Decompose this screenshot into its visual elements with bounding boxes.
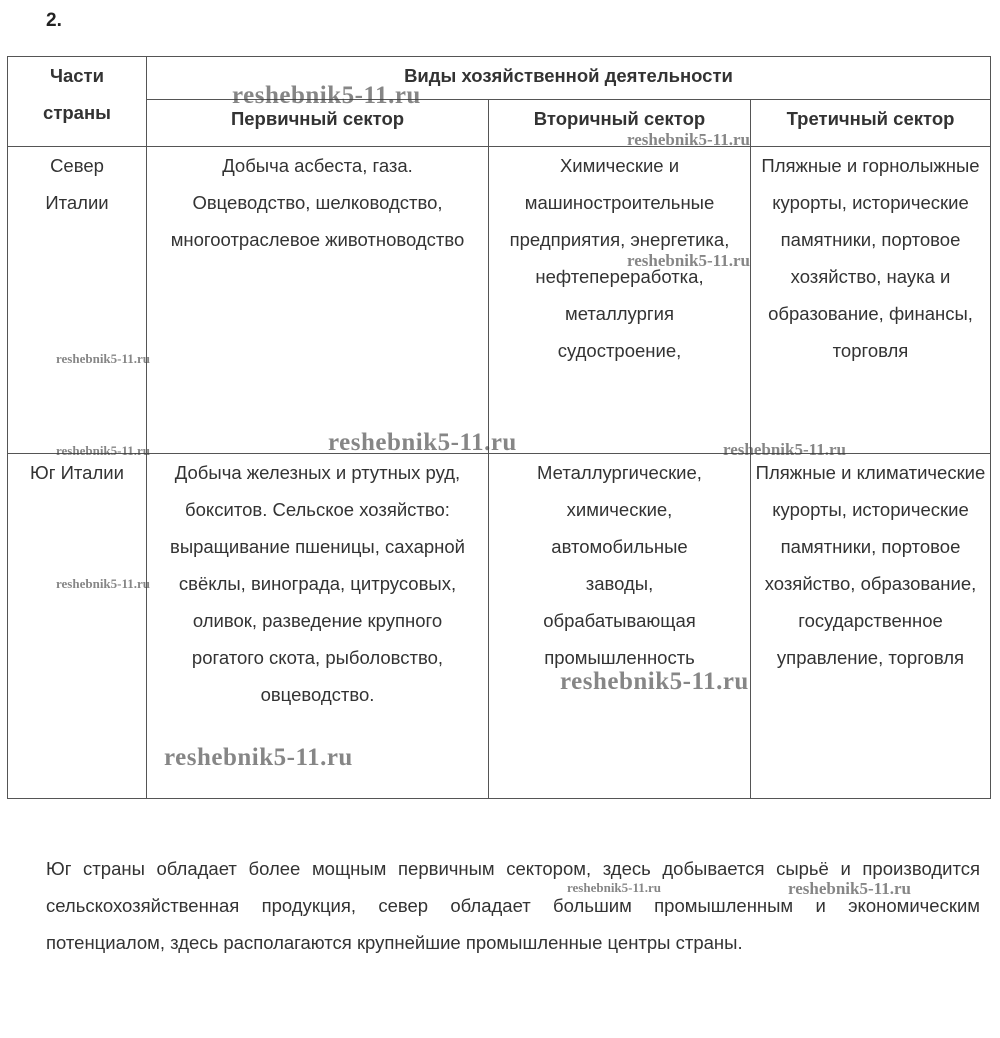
watermark: reshebnik5-11.ru [56, 351, 151, 366]
header-activity-types [147, 57, 991, 100]
tertiary-north-text: Пляжные и горнолыжные курорты, исторические памятники, портовое хозяйство, наука и образование, финансы, торговля [761, 155, 980, 361]
header-secondary-sector [489, 100, 751, 147]
header-tertiary-label: Третичный сектор [786, 108, 955, 129]
economy-table [7, 56, 991, 799]
cell-part-south [8, 454, 147, 799]
primary-north-text: Добыча асбеста, газа. Овцеводство, шелководство, многоотраслевое животноводство [170, 155, 465, 250]
watermark: reshebnik5-11.ru [56, 443, 151, 458]
secondary-south-text: Металлургические, химические, автомобильные заводы, обрабатывающая промышленность [537, 462, 702, 668]
watermark: reshebnik5-11.ru [328, 429, 517, 456]
task-number: 2. [46, 10, 62, 31]
watermark: reshebnik5-11.ru [627, 251, 750, 270]
cell-primary-south [147, 454, 489, 799]
watermark: reshebnik5-11.ru [56, 576, 151, 591]
watermark: reshebnik5-11.ru [627, 130, 750, 149]
header-parts-of-country [8, 57, 147, 147]
watermark: reshebnik5-11.ru [567, 880, 662, 895]
watermark: reshebnik5-11.ru [232, 82, 421, 109]
table-row [8, 454, 991, 799]
watermark: reshebnik5-11.ru [560, 668, 749, 695]
cell-secondary-north [489, 147, 751, 454]
primary-south-text: Добыча железных и ртутных руд, бокситов. Сельское хозяйство: выращивание пшеницы, сахарной свёклы, винограда, цитрусовых, оливок, разведение крупного рогатого скота, рыболовство, овцеводство. [169, 462, 465, 705]
table-row [8, 147, 991, 454]
header-primary-sector [147, 100, 489, 147]
tertiary-south-text: Пляжные и климатические курорты, исторические памятники, портовое хозяйство, образование, государственное управление, торговля [755, 462, 986, 668]
header-activity-types-label: Виды хозяйственной деятельности [404, 65, 733, 86]
header-secondary-label: Вторичный сектор [533, 108, 706, 129]
watermark: reshebnik5-11.ru [164, 744, 353, 771]
watermark: reshebnik5-11.ru [723, 440, 846, 459]
cell-tertiary-south [751, 454, 991, 799]
conclusion-paragraph: Юг страны обладает более мощным первичным сектором, здесь добывается сырьё и производится сельскохозяйственная продукция, север обладает большим промышленным и экономическим потенциалом, здесь располагаются крупнейшие промышленные центры страны. [46, 858, 980, 953]
part-north-text: Север Италии [45, 155, 109, 213]
cell-primary-north [147, 147, 489, 454]
part-south-text: Юг Италии [30, 462, 124, 483]
cell-tertiary-north [751, 147, 991, 454]
header-parts-label: Части страны [43, 65, 111, 123]
watermark: reshebnik5-11.ru [788, 879, 911, 898]
header-tertiary-sector [751, 100, 991, 147]
header-primary-label: Первичный сектор [230, 108, 405, 129]
cell-part-north [8, 147, 147, 454]
cell-secondary-south [489, 454, 751, 799]
secondary-north-text: Химические и машиностроительные предприятия, энергетика, нефтепереработка, металлургия судостроение, [509, 155, 730, 361]
